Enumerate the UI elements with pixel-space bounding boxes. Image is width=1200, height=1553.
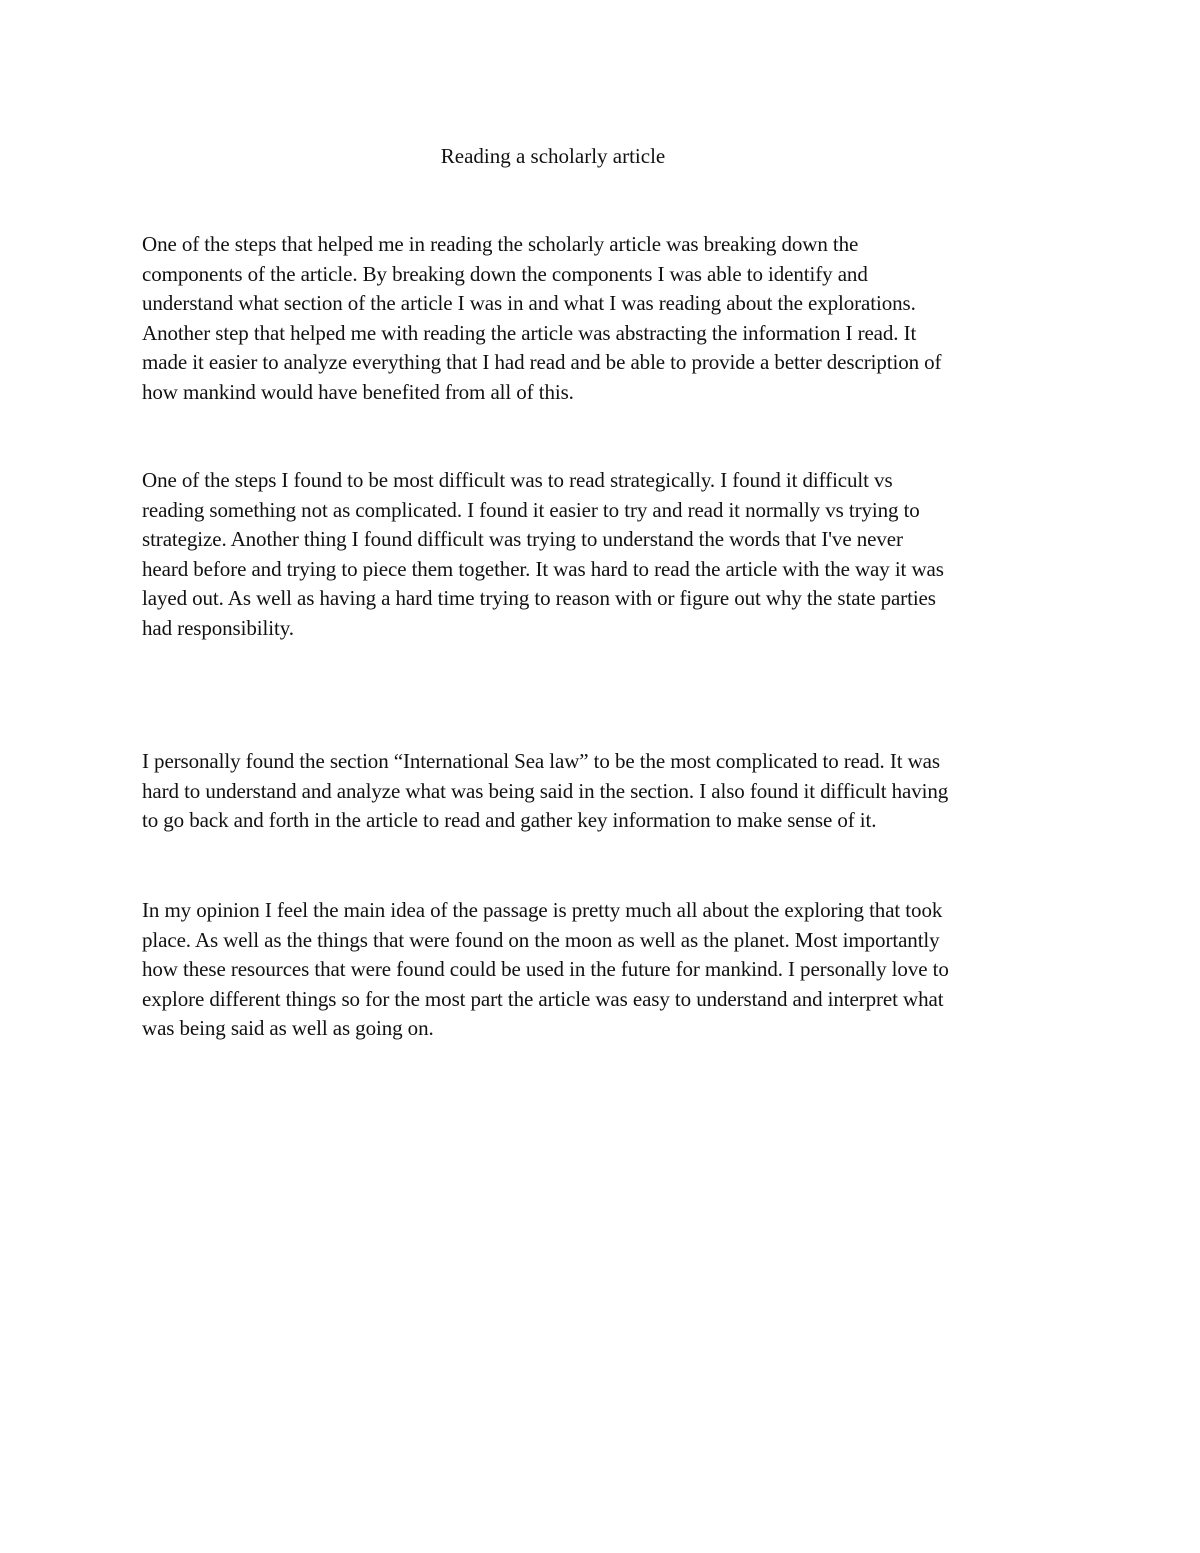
paragraph-line: how mankind would have benefited from all of this. [142,379,574,404]
paragraph-line: I personally found the section “International Sea law” to be the most complicated to read. It was [142,749,940,773]
paragraph-1 [142,230,1072,407]
paragraph-line: One of the steps that helped me in reading the scholarly article was breaking down the [142,232,859,256]
paragraph-line: explore different things so for the most part the article was easy to understand and interpret what [142,986,944,1011]
paragraph-line: understand what section of the article I was in and what I was reading about the explorations. [142,291,916,315]
paragraph-line: In my opinion I feel the main idea of the passage is pretty much all about the exploring that took [142,898,943,922]
paragraph-4 [142,896,1072,1044]
paragraph-line: strategize. Another thing I found difficult was trying to understand the words that I've never [142,527,903,551]
paragraph-line: components of the article. By breaking down the components I was able to identify and [142,261,868,286]
paragraph-3 [142,747,1072,836]
paragraph-line: had responsibility. [142,615,294,640]
paragraph-line: how these resources that were found could be used in the future for mankind. I personally love to [142,957,949,981]
paragraph-line: layed out. As well as having a hard time trying to reason with or figure out why the state parties [142,586,936,610]
paragraph-line: to go back and forth in the article to read and gather key information to make sense of it. [142,808,877,832]
paragraph-line: made it easier to analyze everything that I had read and be able to provide a better description of [142,350,942,374]
document-title: Reading a scholarly article [440,144,666,168]
paragraph-line: place. As well as the things that were found on the moon as well as the planet. Most importantly [142,927,940,952]
paragraph-line: reading something not as complicated. I found it easier to try and read it normally vs trying to [142,497,920,522]
paragraph-line: heard before and trying to piece them together. It was hard to read the article with the way it was [142,556,944,581]
paragraph-line: Another step that helped me with reading the article was abstracting the information I read. It [142,320,917,345]
paragraph-2 [142,466,1072,643]
paragraph-line: was being said as well as going on. [142,1016,434,1040]
paragraph-line: One of the steps I found to be most difficult was to read strategically. I found it difficult vs [142,468,893,492]
paragraph-line: hard to understand and analyze what was being said in the section. I also found it difficult having [142,778,949,803]
